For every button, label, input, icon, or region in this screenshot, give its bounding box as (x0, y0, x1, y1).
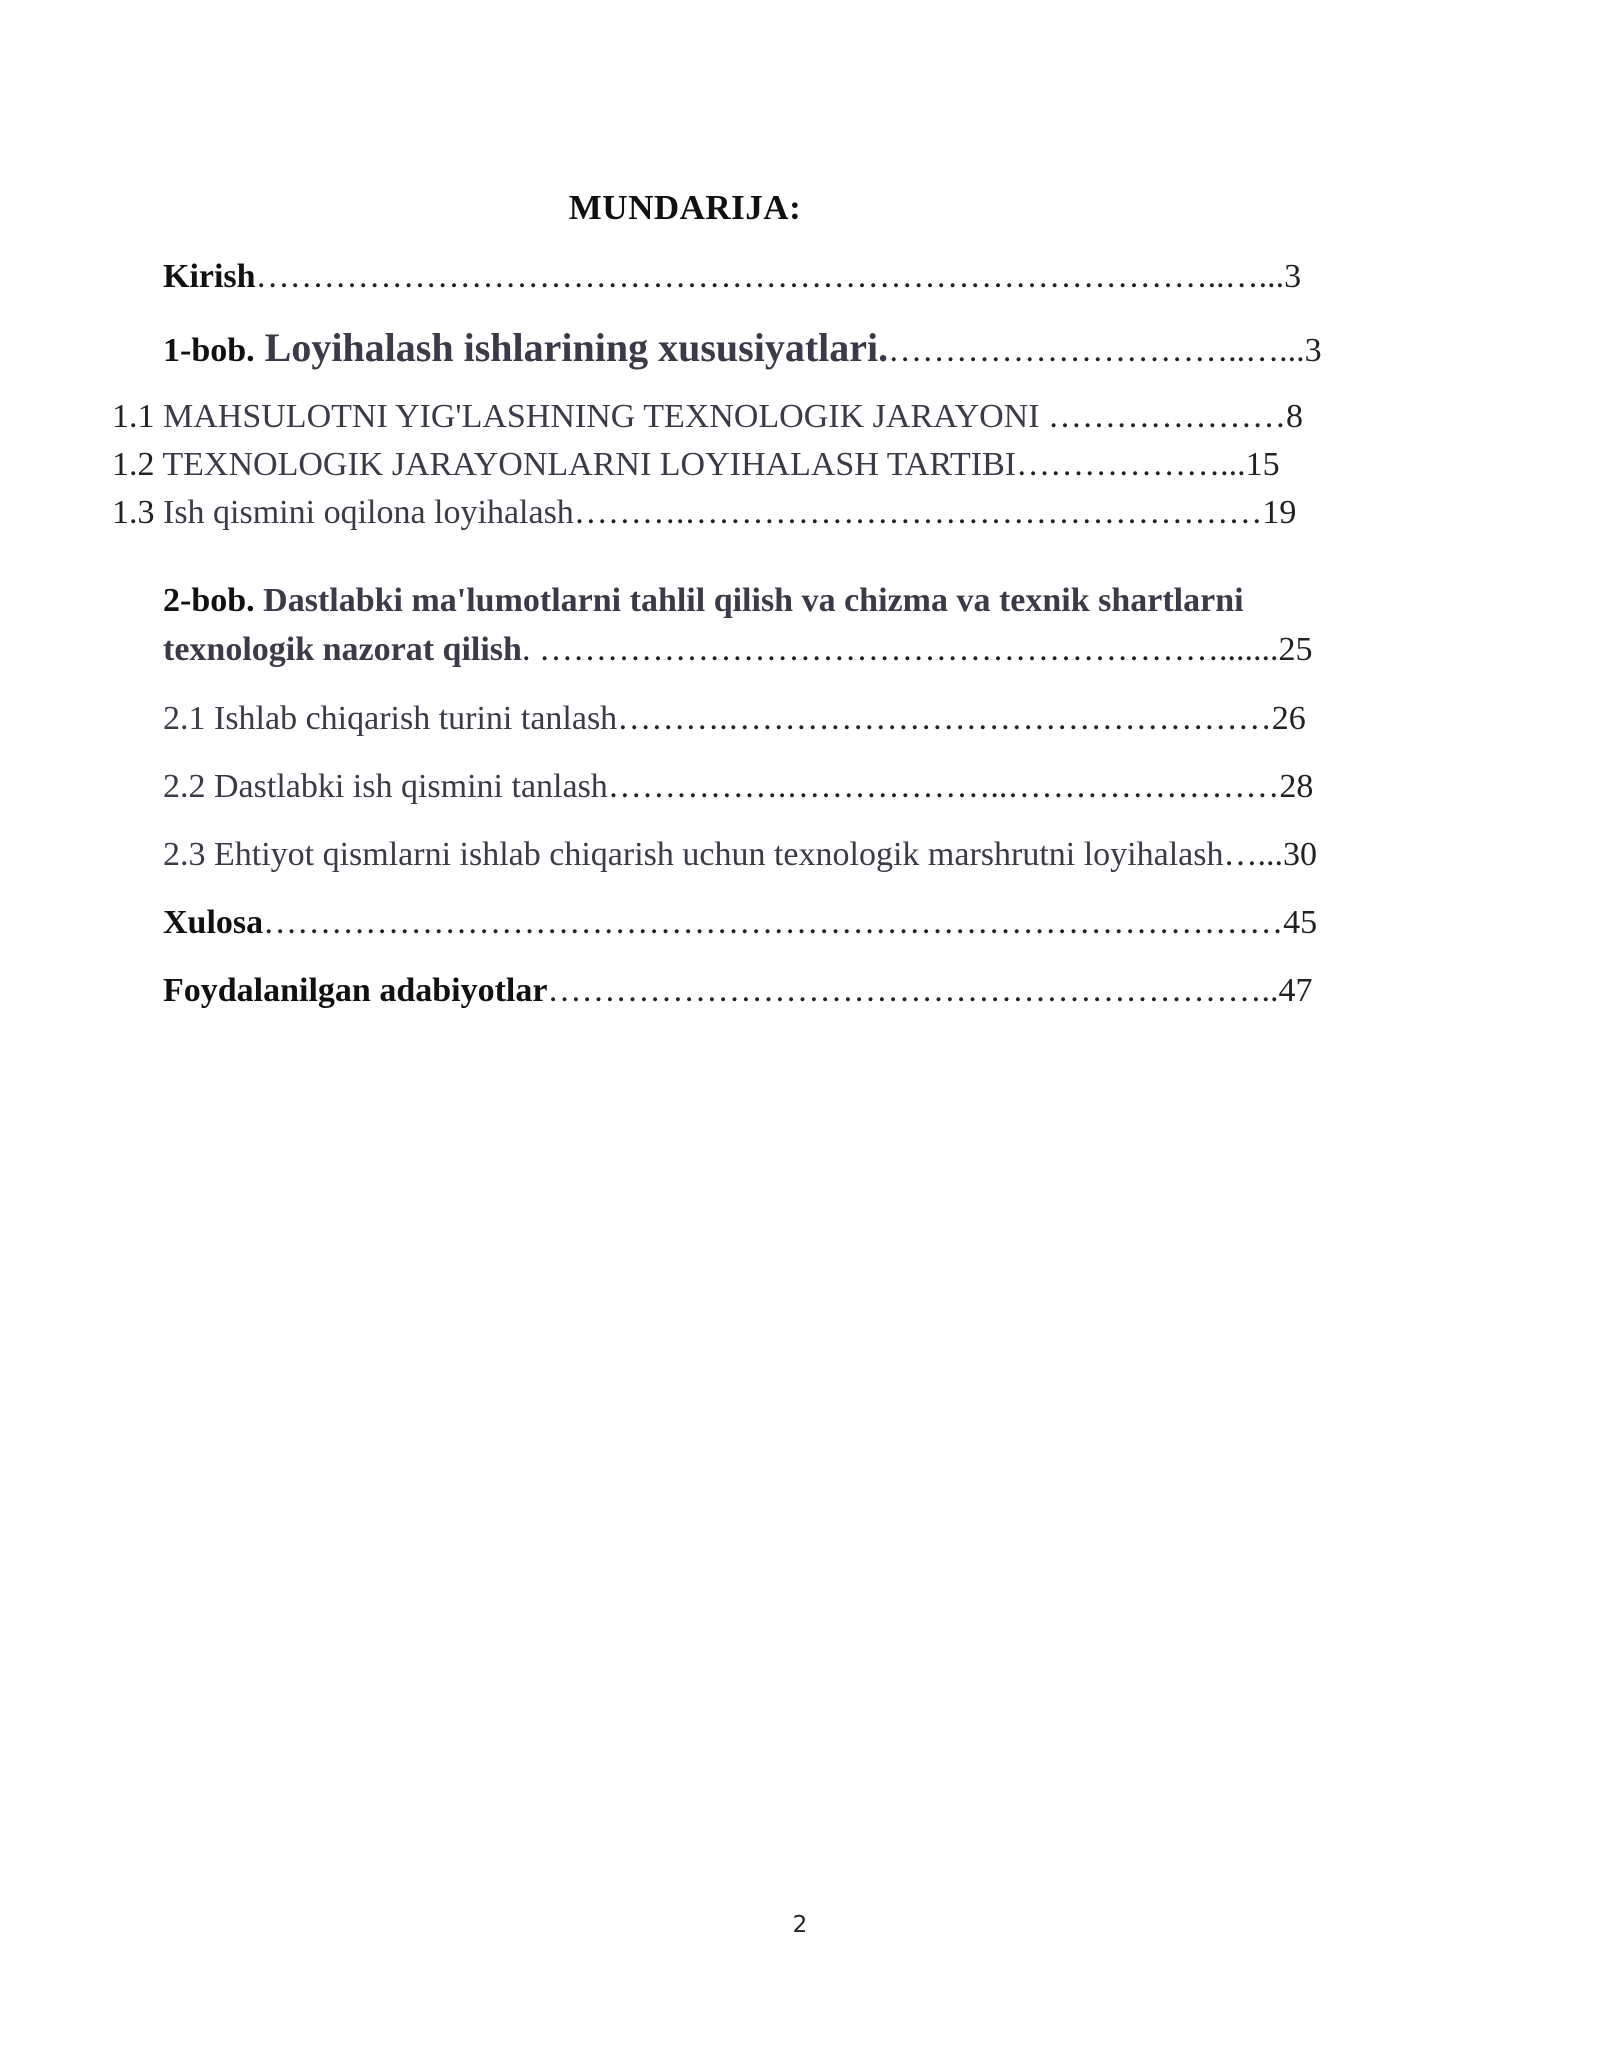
toc-entry-chapter-1[interactable] (163, 325, 1322, 370)
toc-page-number: 26 (1271, 700, 1306, 737)
toc-leader: . ……………………………………………………....... (521, 631, 1279, 668)
toc-entry-kirish[interactable] (163, 260, 1301, 294)
toc-leader: ……….…………………………………………… (573, 494, 1263, 531)
toc-section-number: 1.3 (112, 494, 155, 531)
page-number: 2 (792, 1912, 808, 1938)
toc-entry-xulosa[interactable] (163, 906, 1317, 940)
toc-page-number: 19 (1262, 494, 1297, 531)
toc-entry-label: 2.1 Ishlab chiqarish turini tanlash (163, 700, 618, 737)
toc-leader: …... (1223, 836, 1283, 873)
toc-entry-adabiyotlar[interactable] (163, 974, 1312, 1008)
toc-entry-label: Kirish (163, 258, 256, 295)
toc-section-number: 1.1 (112, 398, 155, 435)
toc-entry-label: texnologik nazorat qilish (163, 631, 522, 668)
toc-entry-chapter-2-continued[interactable] (163, 633, 1312, 667)
toc-page-number: 45 (1283, 904, 1318, 941)
toc-leader: …………………………..…... (888, 332, 1305, 369)
toc-entry-label: MAHSULOTNI YIG'LASHNING TEXNOLOGIK JARAYONI (154, 398, 1049, 435)
toc-leader: ……………………………………………………….. (547, 972, 1279, 1009)
toc-entry-label: Ish qismini oqilona loyihalash (154, 494, 574, 531)
toc-entry-2-2[interactable] (163, 770, 1313, 804)
toc-page-number: 8 (1286, 398, 1304, 435)
toc-entry-label: 2.2 Dastlabki ish qismini tanlash (163, 768, 608, 805)
toc-chapter-prefix: 1-bob. (163, 332, 255, 369)
toc-page-number: 30 (1282, 836, 1317, 873)
toc-entry-2-3[interactable] (163, 838, 1317, 872)
toc-page-number: 25 (1278, 631, 1313, 668)
toc-leader: ……….………………………………………… (617, 700, 1272, 737)
toc-page-number: 3 (1284, 258, 1302, 295)
toc-leader: …………….………………..…………………… (607, 768, 1280, 805)
toc-entry-label: Dastlabki ma'lumotlarni tahlil qilish va chizma va texnik shartlarni (254, 582, 1244, 619)
toc-title: MUNDARIJA: (568, 188, 802, 227)
toc-entry-1-3[interactable] (112, 496, 1296, 530)
toc-entry-label: 2.3 Ehtiyot qismlarni ishlab chiqarish uchun texnologik marshrutni loyihalash (163, 836, 1224, 873)
toc-leader: ……………………………………………………………………………… (263, 904, 1284, 941)
toc-entry-label: TEXNOLOGIK JARAYONLARNI LOYIHALASH TARTIBI (154, 446, 1017, 483)
toc-chapter-prefix: 2-bob. (163, 582, 255, 619)
toc-entry-label: Foydalanilgan adabiyotlar (163, 972, 548, 1009)
toc-entry-1-1[interactable] (112, 400, 1303, 434)
toc-page-number: 28 (1279, 768, 1314, 805)
toc-entry-label: Loyihalash ishlarining xususiyatlari. (254, 325, 889, 370)
toc-leader: ………………… (1048, 398, 1287, 435)
toc-page-number: 15 (1245, 446, 1280, 483)
toc-entry-2-1[interactable] (163, 702, 1306, 736)
toc-entry-label: Xulosa (163, 904, 264, 941)
toc-page-number: 47 (1278, 972, 1313, 1009)
toc-entry-1-2[interactable] (112, 448, 1280, 482)
toc-section-number: 1.2 (112, 446, 155, 483)
toc-leader: ………………... (1016, 446, 1246, 483)
toc-leader: …………………………………………………………………………..…... (255, 258, 1285, 295)
toc-page-number: 3 (1304, 332, 1322, 369)
toc-entry-chapter-2[interactable] (163, 584, 1244, 618)
